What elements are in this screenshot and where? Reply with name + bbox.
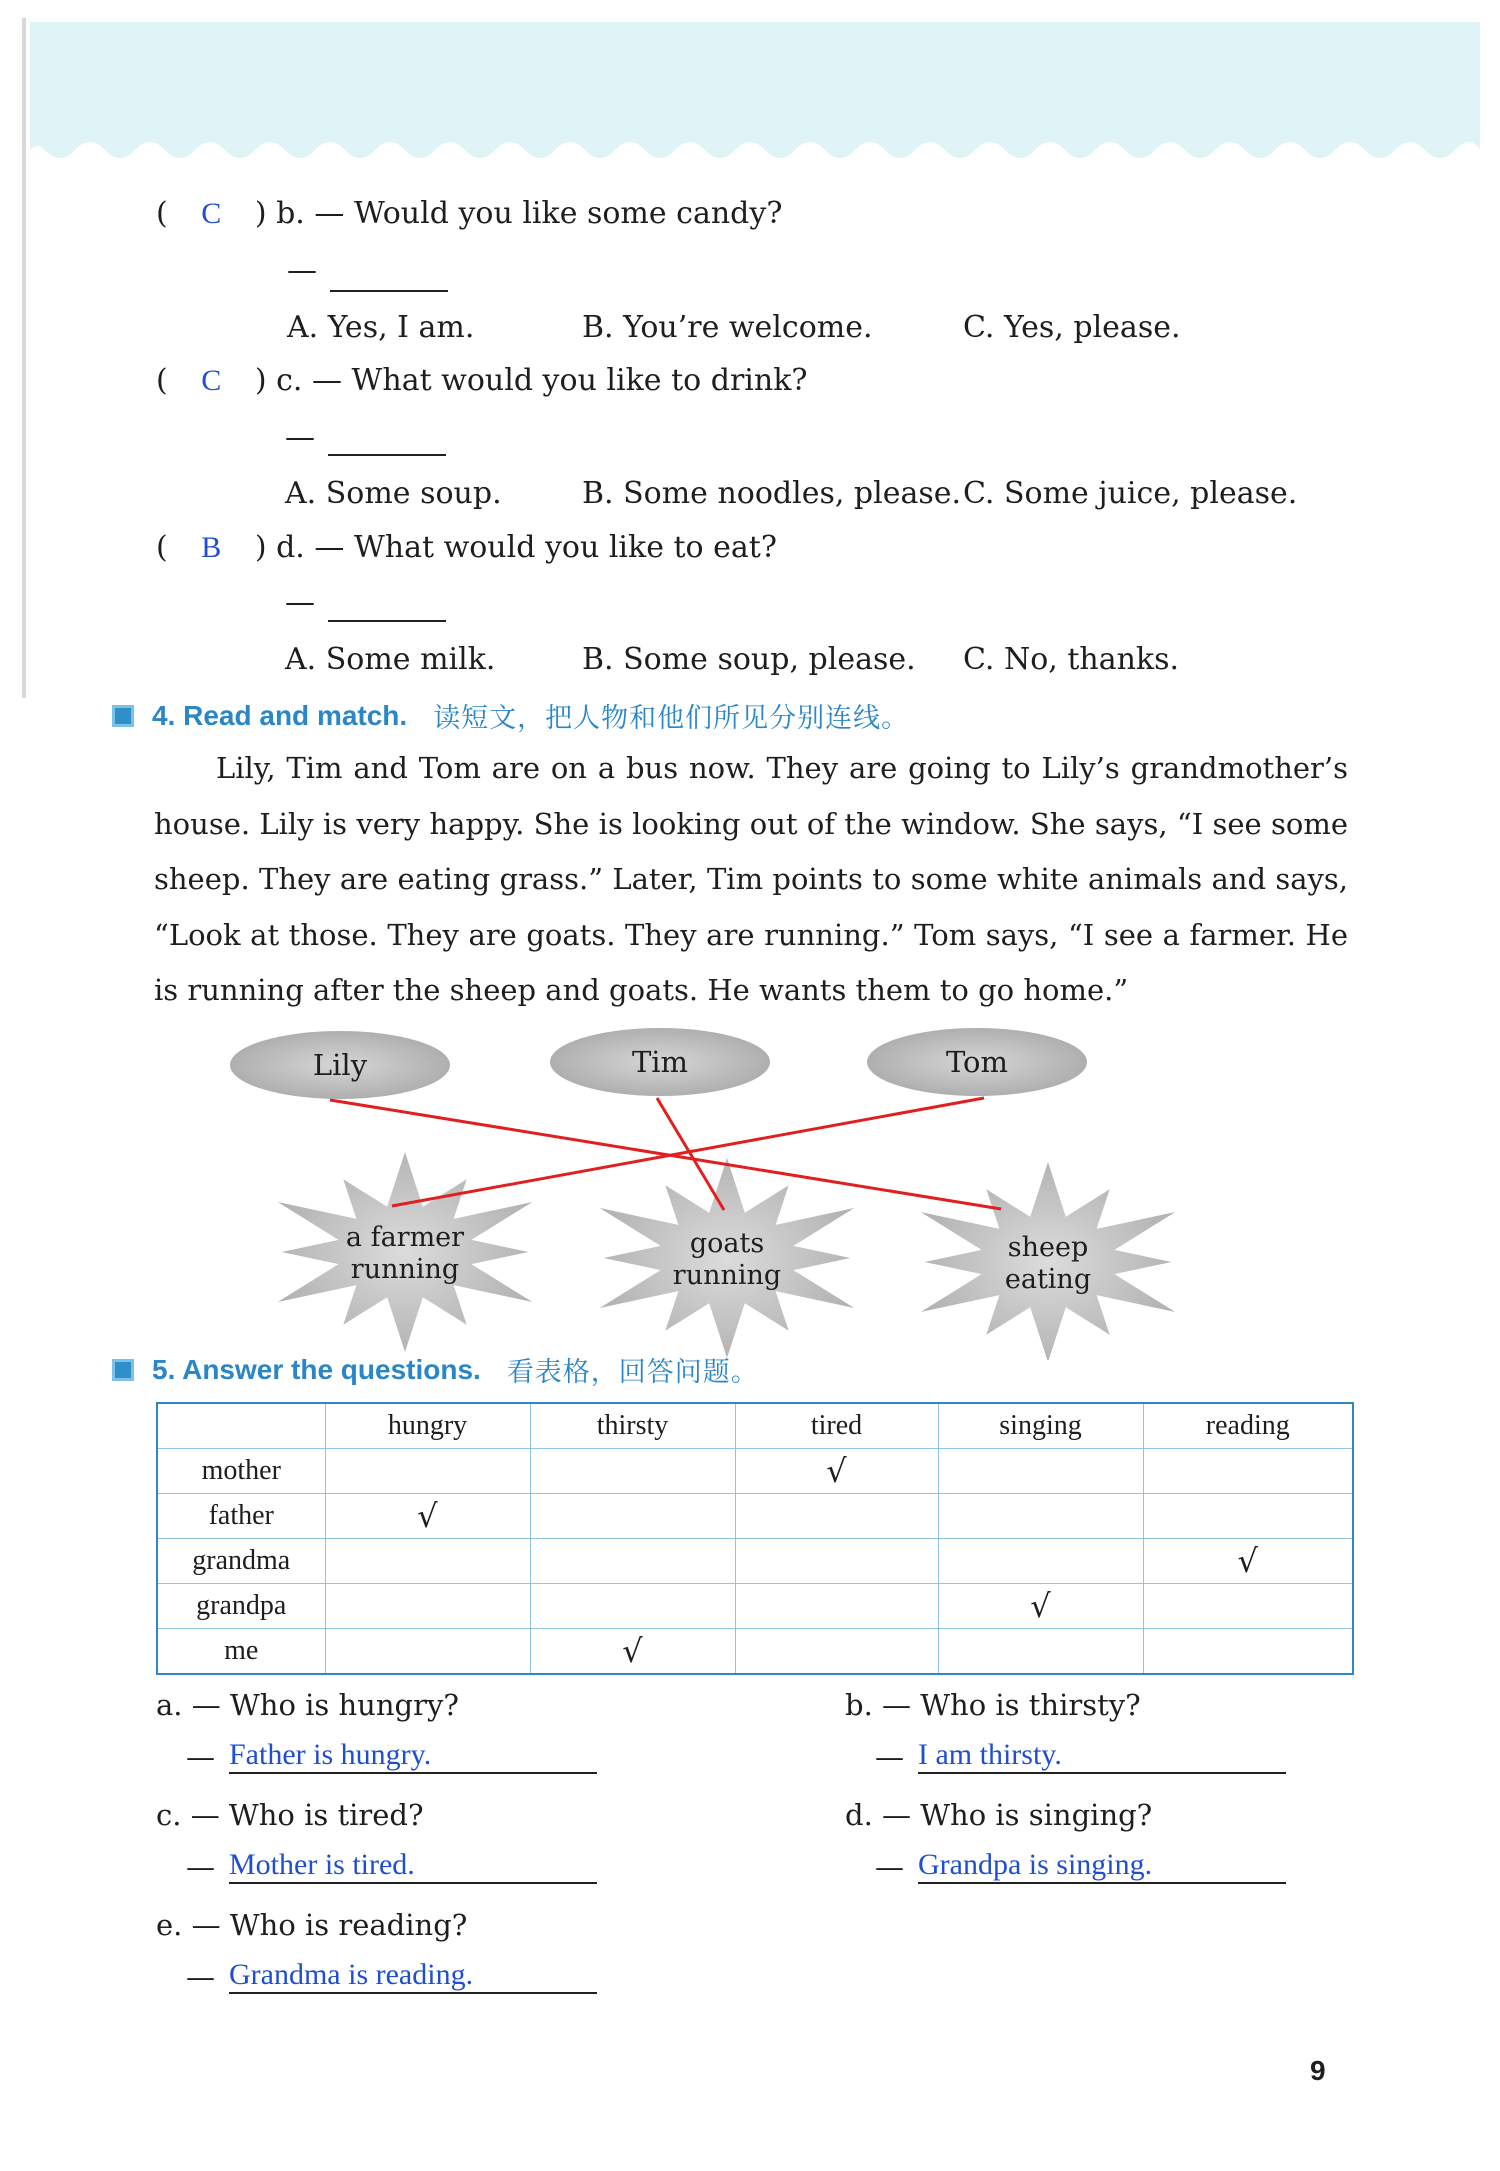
qa-dash: — — [882, 1688, 912, 1722]
option-b: B. Some noodles, please. — [582, 476, 962, 511]
option-b: B. You’re welcome. — [582, 310, 873, 345]
check-cell: √ — [530, 1629, 735, 1675]
option-c: C. No, thanks. — [963, 642, 1180, 677]
feelings-table — [156, 1402, 1354, 1675]
question-dash: — — [314, 530, 345, 565]
paren-open: ( — [156, 363, 168, 398]
qa-label: b. — [845, 1688, 873, 1722]
answer-letter: C — [201, 197, 222, 230]
reply-dash: — — [186, 1960, 215, 1994]
row-label: grandma — [157, 1539, 325, 1584]
reply-dash: — — [285, 420, 315, 455]
passage-text: Lily, Tim and Tom are on a bus now. They are going to Lily’s grandmother’s house. Lily is very happy. She is looking out of the window. She says, “I see some sheep. They are eating grass.” Later, Tim points to some white animals and says, “Look at those. They are goats. They are running.” Tom says, “I see a farmer. He is running after the sheep and goats. He wants them to go home.” — [154, 751, 1348, 1007]
check-cell — [530, 1449, 735, 1494]
page-number: 9 — [1310, 2055, 1326, 2086]
check-cell — [530, 1539, 735, 1584]
option-c: C. Some juice, please. — [963, 476, 1298, 511]
row-label: me — [157, 1629, 325, 1675]
check-cell — [735, 1584, 938, 1629]
answer-letter: C — [201, 364, 222, 397]
row-label: father — [157, 1494, 325, 1539]
reply-dash: — — [287, 253, 317, 288]
section-4-title-en: 4. Read and match. — [152, 699, 408, 731]
person-name: Lily — [312, 1048, 368, 1082]
column-header: tired — [735, 1403, 938, 1449]
answer-blank — [330, 290, 448, 292]
table-header-row — [157, 1403, 1353, 1449]
option-a: A. Yes, I am. — [287, 310, 475, 345]
match-line — [392, 1098, 984, 1206]
qa-question: Who is hungry? — [229, 1688, 459, 1722]
check-cell: √ — [938, 1584, 1143, 1629]
answer-blank — [328, 620, 446, 622]
column-header: thirsty — [530, 1403, 735, 1449]
qa-label: e. — [156, 1908, 183, 1942]
check-cell — [1143, 1494, 1353, 1539]
thing-burst-2 — [600, 1158, 855, 1358]
column-header: singing — [938, 1403, 1143, 1449]
item-label: d. — [276, 530, 305, 565]
section-marker-icon — [112, 705, 134, 727]
thing-burst-3 — [921, 1162, 1176, 1360]
table-row — [157, 1539, 1353, 1584]
thing-line-1: goats — [689, 1228, 765, 1259]
check-cell — [735, 1629, 938, 1675]
qa-label: c. — [156, 1798, 182, 1832]
match-line — [330, 1100, 1001, 1209]
header-banner — [30, 22, 1480, 162]
row-label: mother — [157, 1449, 325, 1494]
qa-answer: Grandpa is singing. — [918, 1848, 1153, 1881]
check-cell — [325, 1629, 530, 1675]
paren-close: ) — [254, 363, 267, 398]
check-cell — [938, 1449, 1143, 1494]
check-cell — [938, 1539, 1143, 1584]
section-5-title-zh: 看表格，回答问题。 — [506, 1357, 759, 1388]
qa-answer: Father is hungry. — [229, 1738, 432, 1771]
question-dash: — — [311, 363, 342, 398]
qa-dash: — — [882, 1798, 912, 1832]
check-cell: √ — [735, 1449, 938, 1494]
reply-dash: — — [875, 1740, 904, 1774]
qa-question: Who is reading? — [229, 1908, 468, 1942]
check-cell — [325, 1539, 530, 1584]
check-cell — [938, 1494, 1143, 1539]
qa-dash: — — [191, 1908, 221, 1942]
qa-question: Who is tired? — [228, 1798, 424, 1832]
table-row — [157, 1629, 1353, 1675]
thing-line-2: eating — [1004, 1264, 1092, 1295]
person-name: Tom — [945, 1045, 1009, 1079]
check-cell: √ — [1143, 1539, 1353, 1584]
check-cell: √ — [325, 1494, 530, 1539]
check-cell — [325, 1449, 530, 1494]
item-label: b. — [276, 196, 305, 231]
check-cell — [1143, 1449, 1353, 1494]
match-diagram — [230, 1020, 1240, 1360]
check-cell — [735, 1494, 938, 1539]
question-text: What would you like to eat? — [353, 530, 777, 565]
section-5-title-en: 5. Answer the questions. — [152, 1353, 481, 1385]
option-a: A. Some soup. — [285, 476, 502, 511]
qa-dash: — — [190, 1798, 220, 1832]
qa-answer: Mother is tired. — [229, 1848, 415, 1881]
answer-letter: B — [201, 531, 222, 564]
item-label: c. — [276, 363, 303, 398]
column-header: hungry — [325, 1403, 530, 1449]
qa-question: Who is singing? — [920, 1798, 1153, 1832]
check-cell — [1143, 1629, 1353, 1675]
answer-blank — [328, 454, 446, 456]
check-cell — [1143, 1584, 1353, 1629]
qa-dash: — — [191, 1688, 221, 1722]
section-5-title — [112, 1350, 759, 1389]
reply-dash: — — [875, 1850, 904, 1884]
option-c: C. Yes, please. — [963, 310, 1181, 345]
qa-answer: I am thirsty. — [918, 1738, 1062, 1771]
person-bubble-lily — [230, 1031, 450, 1099]
check-cell — [530, 1584, 735, 1629]
column-header: reading — [1143, 1403, 1353, 1449]
reply-dash: — — [186, 1850, 215, 1884]
question-dash: — — [314, 196, 345, 231]
question-text: Would you like some candy? — [353, 196, 783, 231]
qa-label: d. — [845, 1798, 873, 1832]
reply-dash: — — [186, 1740, 215, 1774]
check-cell — [325, 1584, 530, 1629]
column-header — [157, 1403, 325, 1449]
table-row — [157, 1584, 1353, 1629]
paren-close: ) — [254, 196, 267, 231]
person-bubble-tom — [867, 1028, 1087, 1096]
thing-burst-1 — [278, 1152, 533, 1352]
qa-question: Who is thirsty? — [920, 1688, 1141, 1722]
thing-line-1: a farmer — [345, 1222, 465, 1253]
paren-open: ( — [156, 530, 168, 565]
check-cell — [530, 1494, 735, 1539]
option-a: A. Some milk. — [285, 642, 496, 677]
table-row — [157, 1494, 1353, 1539]
thing-line-2: running — [672, 1260, 782, 1291]
row-label: grandpa — [157, 1584, 325, 1629]
qa-label: a. — [156, 1688, 183, 1722]
page-edge — [22, 18, 26, 698]
table-row — [157, 1449, 1353, 1494]
thing-line-1: sheep — [1007, 1232, 1089, 1263]
question-text: What would you like to drink? — [351, 363, 808, 398]
person-bubble-tim — [550, 1028, 770, 1096]
check-cell — [735, 1539, 938, 1584]
thing-line-2: running — [350, 1254, 460, 1285]
person-name: Tim — [631, 1045, 689, 1079]
option-b: B. Some soup, please. — [582, 642, 916, 677]
reply-dash: — — [285, 585, 315, 620]
section-4-title-zh: 读短文，把人物和他们所见分别连线。 — [433, 703, 910, 734]
check-cell — [938, 1629, 1143, 1675]
paren-close: ) — [254, 530, 267, 565]
paren-open: ( — [156, 196, 168, 231]
section-marker-icon — [112, 1359, 134, 1381]
qa-answer: Grandma is reading. — [229, 1958, 474, 1991]
reading-passage — [154, 741, 1348, 1019]
section-4-title — [112, 696, 909, 735]
